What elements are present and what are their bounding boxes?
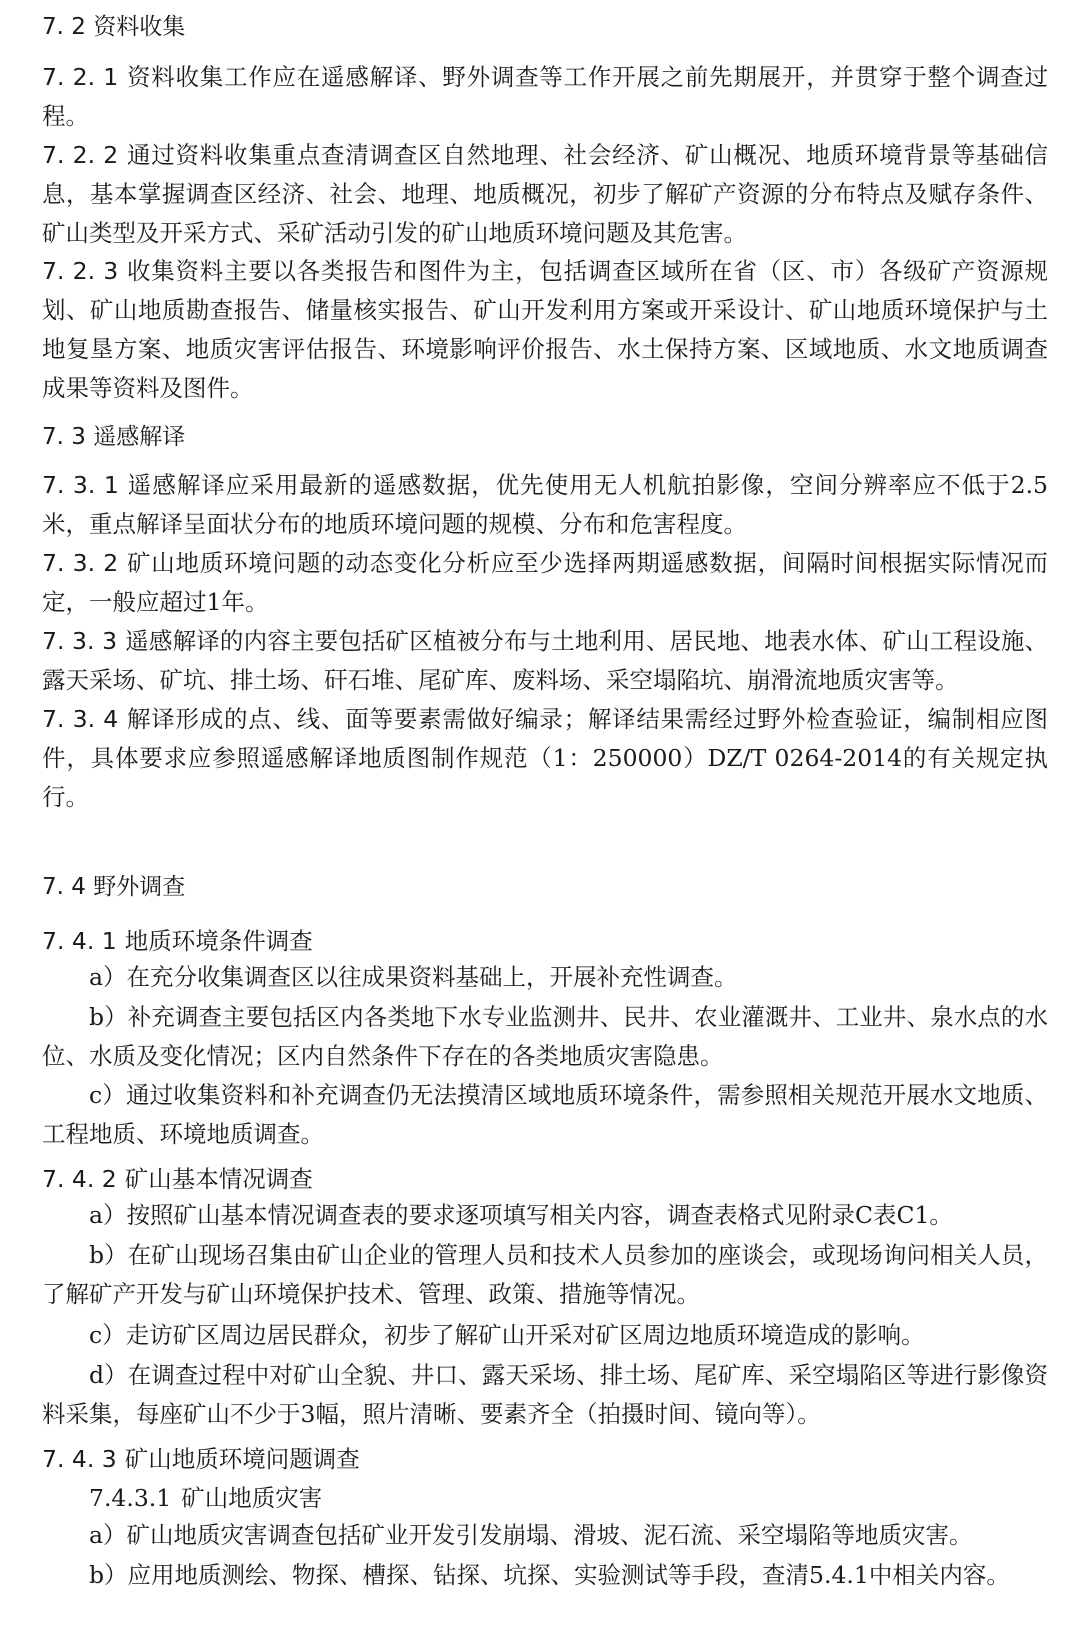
clause-number: 7. 4. 1 [42,927,117,955]
clause-number: 7. 2. 1 [42,63,119,91]
clause-text: 通过资料收集重点查清调查区自然地理、社会经济、矿山概况、地质环境背景等基础信息，基本掌握调查区经济、社会、地理、地质概况，初步了解矿产资源的分布特点及赋存条件、矿山类型及开采方式、采矿活动引发的矿山地质环境问题及其危害。 [42,141,1049,247]
paragraph-7-3-1 [42,466,1048,544]
subsection-heading-7-4-1 [42,922,313,956]
list-item-7-4-3-1-a: a）矿山地质灾害调查包括矿业开发引发崩塌、滑坡、泥石流、采空塌陷等地质灾害。 [89,1521,973,1549]
paragraph-7-2-3 [42,252,1048,408]
list-item-7-4-2-a: a）按照矿山基本情况调查表的要求逐项填写相关内容，调查表格式见附录C表C1。 [89,1201,953,1229]
clause-number: 7. 3. 2 [42,549,119,577]
list-item-7-4-1-c: c）通过收集资料和补充调查仍无法摸清区域地质环境条件，需参照相关规范开展水文地质、工程地质、环境地质调查。 [42,1081,1048,1148]
section-heading-7-3: 7. 3 遥感解译 [42,424,186,450]
clause-text: 收集资料主要以各类报告和图件为主，包括调查区域所在省（区、市）各级矿产资源规划、矿山地质勘查报告、储量核实报告、矿山开发利用方案或开采设计、矿山地质环境保护与土地复垦方案、地质灾害评估报告、环境影响评价报告、水土保持方案、区域地质、水文地质调查成果等资料及图件。 [42,257,1049,402]
paragraph-7-2-1 [42,58,1048,136]
clause-number: 7.4.3.1 [89,1484,172,1512]
clause-number: 7. 2. 2 [42,141,119,169]
list-item-7-4-1-b: b）补充调查主要包括区内各类地下水专业监测井、民井、农业灌溉井、工业井、泉水点的水位、水质及变化情况；区内自然条件下存在的各类地质灾害隐患。 [42,1003,1048,1070]
clause-title: 矿山地质灾害 [181,1484,323,1512]
clause-title: 矿山地质环境问题调查 [124,1445,360,1473]
clause-number: 7. 4. 3 [42,1445,117,1473]
clause-text: 解译形成的点、线、面等要素需做好编录；解译结果需经过野外检查验证，编制相应图件，具体要求应参照遥感解译地质图制作规范（1：250000）DZ/T 0264-2014的有关规定执行。 [42,705,1049,811]
list-item-7-4-2-b: b）在矿山现场召集由矿山企业的管理人员和技术人员参加的座谈会，或现场询问相关人员，了解矿产开发与矿山环境保护技术、管理、政策、措施等情况。 [42,1241,1048,1308]
clause-title: 矿山基本情况调查 [124,1165,313,1193]
section-heading-7-4: 7. 4 野外调查 [42,874,186,900]
list-item-7-4-2-d: d）在调查过程中对矿山全貌、井口、露天采场、排土场、尾矿库、采空塌陷区等进行影像资料采集，每座矿山不少于3幅，照片清晰、要素齐全（拍摄时间、镜向等）。 [42,1361,1048,1428]
subsection-heading-7-4-2 [42,1160,313,1194]
clause-number: 7. 3. 4 [42,705,119,733]
section-heading-7-2: 7. 2 资料收集 [42,14,186,40]
clause-title: 地质环境条件调查 [124,927,313,955]
clause-number: 7. 3. 3 [42,627,118,655]
paragraph-7-3-2 [42,544,1048,622]
clause-text: 遥感解译应采用最新的遥感数据，优先使用无人机航拍影像，空间分辨率应不低于2.5米，重点解译呈面状分布的地质环境问题的规模、分布和危害程度。 [42,471,1048,538]
clause-text: 矿山地质环境问题的动态变化分析应至少选择两期遥感数据，间隔时间根据实际情况而定，一般应超过1年。 [42,549,1049,616]
list-item-7-4-1-a: a）在充分收集调查区以往成果资料基础上，开展补充性调查。 [89,963,738,991]
clause-text: 资料收集工作应在遥感解译、野外调查等工作开展之前先期展开，并贯穿于整个调查过程。 [42,63,1049,130]
paragraph-7-3-4 [42,700,1048,817]
list-item-7-4-2-c: c）走访矿区周边居民群众，初步了解矿山开采对矿区周边地质环境造成的影响。 [89,1321,925,1349]
list-item-7-4-3-1-b: b）应用地质测绘、物探、槽探、钻探、坑探、实验测试等手段，查清5.4.1中相关内容。 [89,1561,1010,1589]
clause-number: 7. 4. 2 [42,1165,117,1193]
clause-number: 7. 2. 3 [42,257,119,285]
clause-text: 遥感解译的内容主要包括矿区植被分布与土地利用、居民地、地表水体、矿山工程设施、露天采场、矿坑、排土场、矸石堆、尾矿库、废料场、采空塌陷坑、崩滑流地质灾害等。 [42,627,1049,694]
subsection-heading-7-4-3 [42,1440,360,1474]
paragraph-7-2-2 [42,136,1048,253]
paragraph-7-3-3 [42,622,1048,700]
clause-number: 7. 3. 1 [42,471,119,499]
subsubsection-heading-7-4-3-1 [89,1479,322,1513]
